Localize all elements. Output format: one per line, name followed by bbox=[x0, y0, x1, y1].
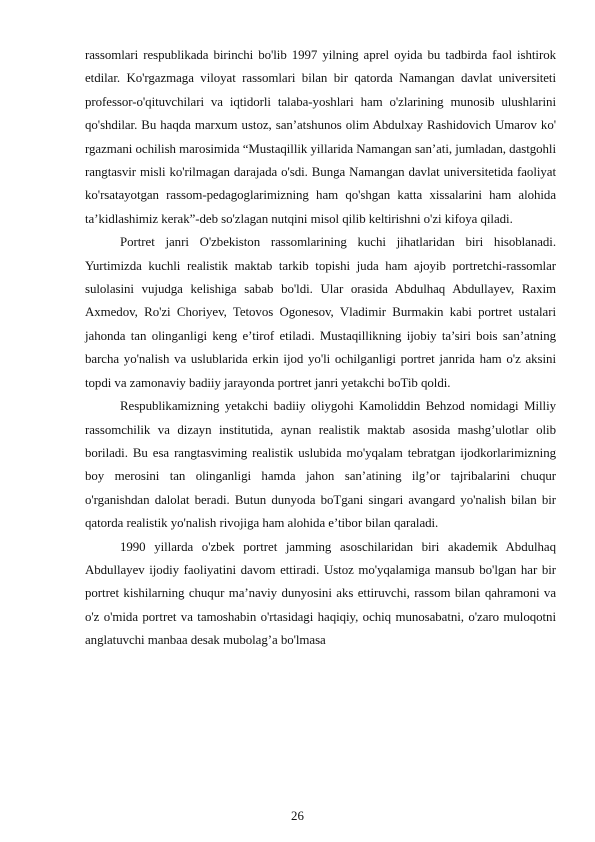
paragraph-2: Portret janri O'zbekiston rassomlarining kuchi jihatlaridan biri hisoblanadi. Yurtimizda kuchli realistik maktab tarkib topishi juda ham ajoyib portretchi-rassomlar sulolasini vujudga kelishiga sabab bo'ldi. Ular orasida Abdulhaq Abdullayev, Raxim Axmedov, Ro'zi Choriyev, Tetovos Ogonesov, Vladimir Burmakin kabi portret ustalari jahonda tan olinganligi keng e’tirof etiladi. Mustaqillikning ijobiy ta’siri bois san’atning barcha yo'nalish va uslublarida erkin ijod yo'li ochilganligi portret janrida ham o'z aksini topdi va zamonaviy badiiy jarayonda portret janri yetakchi boTib qoldi. bbox=[85, 235, 556, 390]
paragraph-4: 1990 yillarda o'zbek portret jamming asoschilaridan biri akademik Abdulhaq Abdullayev ijodiy faoliyatini davom ettiradi. Ustoz mo'yqalamiga mansub bo'lgan har bir portret kishilarning chuqur ma’naviy dunyosini aks ettiruvchi, rassom bilan qahramoni va o'z o'mida portret va tamoshabin o'rtasidagi haqiqiy, ochiq munosabatni, o'zaro muloqotni anglatuvchi manbaa desak mubolag’a bo'lmasa bbox=[85, 539, 556, 648]
paragraph-3: Respublikamizning yetakchi badiiy oliygohi Kamoliddin Behzod nomidagi Milliy rassomchilik va dizayn institutida, aynan realistik maktab asosida mashg’ulotlar olib boriladi. Bu esa rangtasviming realistik uslubida mo'yqalam tebratgan ijodkorlarimizning boy merosini tan olinganligi hamda jahon san’atining ilg’or tajribalarini chuqur o'rganishdan dalolat beradi. Butun dunyoda boTgani singari avangard yo'nalish bilan bir qatorda realistik yo'nalish rivojiga ham alohida e’tibor bilan qaraladi. bbox=[85, 399, 556, 531]
page-number: 26 bbox=[291, 809, 304, 823]
paragraph-1: rassomlari respublikada birinchi bo'lib 1997 yilning aprel oyida bu tadbirda faol ishtirok etdilar. Ko'rgazmaga viloyat rassomlari bilan bir qatorda Namangan davlat universiteti professor-o'qituvchilari va iqtidorli talaba-yoshlari ham o'zlarining munosib ulushlarini qo'shdilar. Bu haqda marxum ustoz, san’atshunos olim Abdulxay Rashidovich Umarov ko' rgazmani ochilish marosimida “Mustaqillik yillarida Namangan san’ati, jumladan, dastgohli rangtasvir misli ko'rilmagan darajada o'sdi. Bunga Namangan davlat universitetida faoliyat ko'rsatayotgan rassom-pedagoglarimizning ham qo'shgan katta xissalarini ham alohida ta’kidlashimiz kerak”-deb so'zlagan nutqini misol qilib keltirishni o'zi kifoya qiladi. bbox=[85, 48, 556, 226]
body-text bbox=[85, 44, 556, 653]
